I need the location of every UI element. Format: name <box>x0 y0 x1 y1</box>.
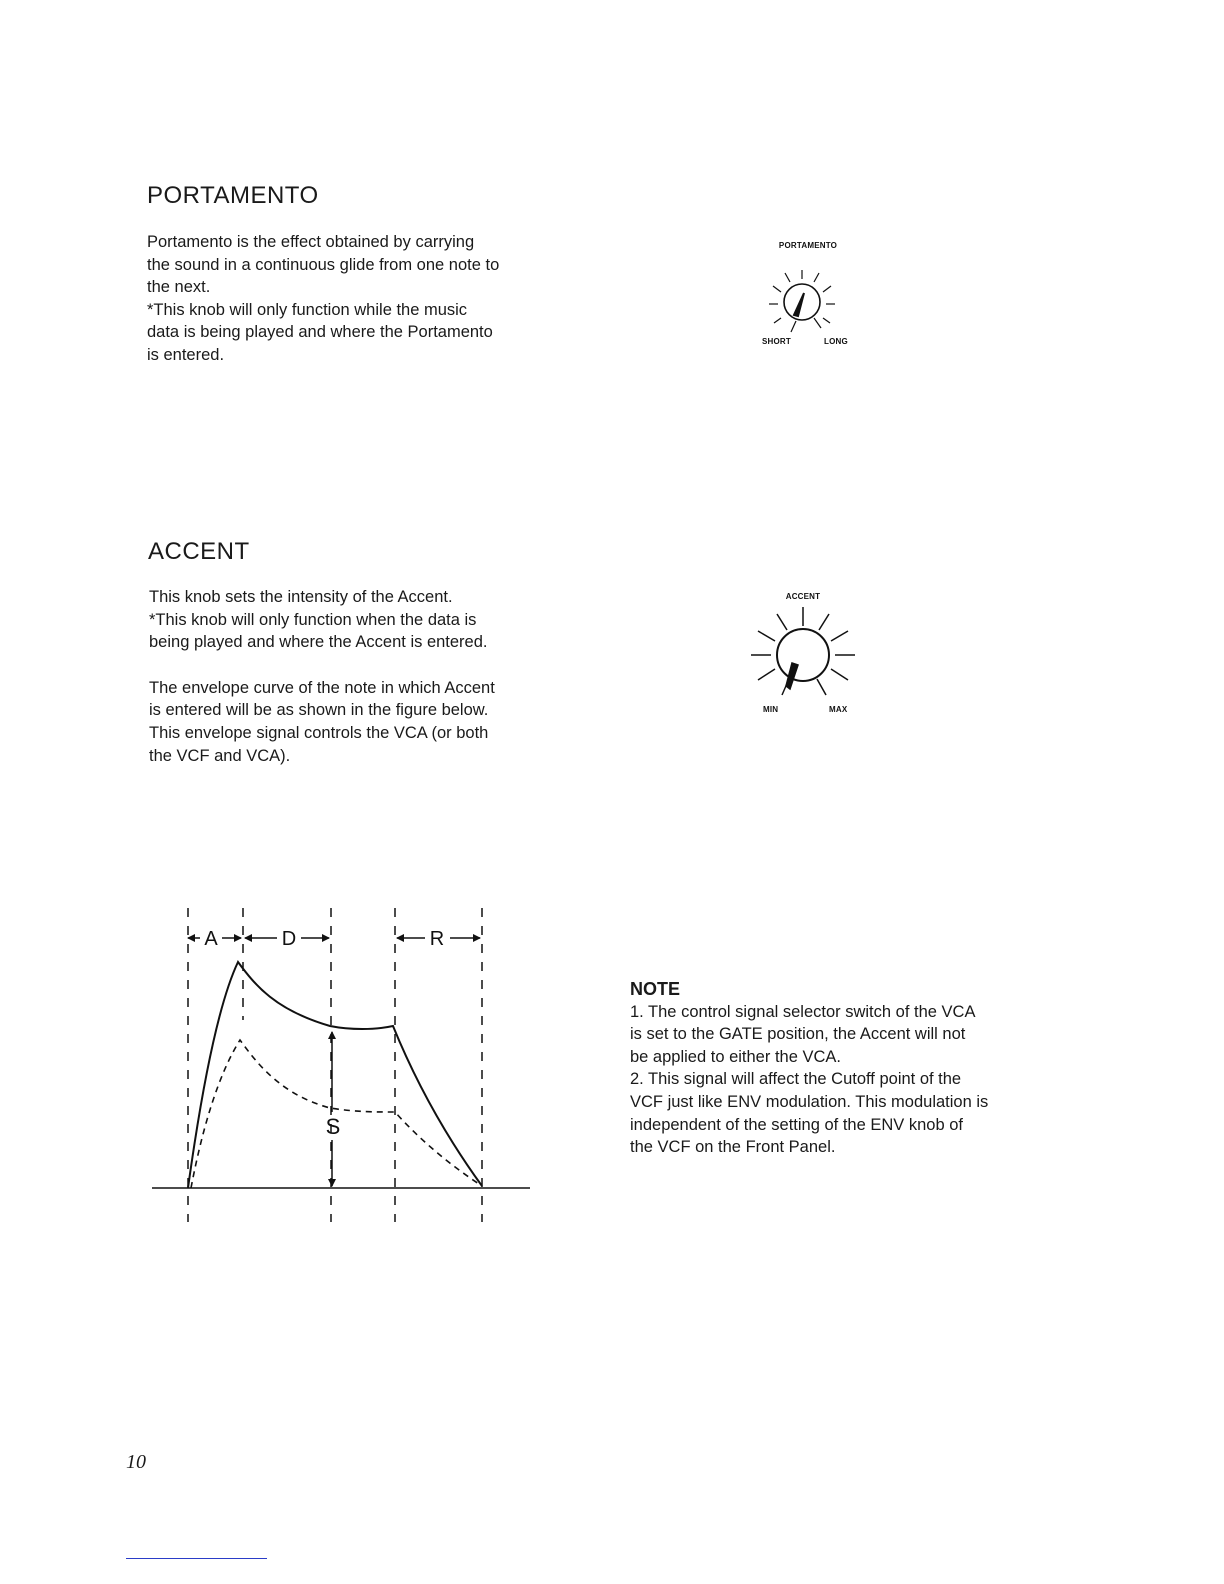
portamento-min-label: SHORT <box>762 337 791 346</box>
text-line: 2. This signal will affect the Cutoff point of the <box>630 1070 962 1089</box>
text-line: is set to the GATE position, the Accent will not <box>630 1025 966 1044</box>
release-label: R <box>429 928 445 950</box>
decay-label: D <box>281 928 297 950</box>
text-line: This envelope signal controls the VCA (or both <box>149 723 489 742</box>
text-line: data is being played and where the Portamento <box>147 323 493 342</box>
page-number: 10 <box>126 1451 146 1473</box>
text-line: the VCF and VCA). <box>149 746 291 765</box>
text-line: VCF just like ENV modulation. This modulation is <box>630 1092 989 1111</box>
text-line: the next. <box>147 278 211 297</box>
portamento-max-label: LONG <box>824 337 848 346</box>
portamento-description <box>147 231 547 367</box>
note-title: NOTE <box>630 979 681 999</box>
knob-body <box>777 629 829 681</box>
text-line: The envelope curve of the note in which Accent <box>149 678 495 697</box>
portamento-knob-label: PORTAMENTO <box>778 241 838 250</box>
accent-heading: ACCENT <box>148 538 250 565</box>
text-line: 1. The control signal selector switch of the VCA <box>630 1002 976 1021</box>
text-line: be applied to either the VCA. <box>630 1047 841 1066</box>
text-line: *This knob will only function when the data is <box>149 610 477 629</box>
accent-max-label: MAX <box>829 705 848 714</box>
accent-knob-label: ACCENT <box>785 592 821 601</box>
portamento-knob[interactable] <box>754 262 854 338</box>
text-line: independent of the setting of the ENV knob of <box>630 1115 963 1134</box>
text-line: This knob sets the intensity of the Accent. <box>149 588 453 606</box>
envelope-guide-lines <box>188 908 482 1222</box>
accent-min-label: MIN <box>763 705 779 714</box>
sustain-label: S <box>325 1114 341 1139</box>
portamento-heading: PORTAMENTO <box>147 182 319 209</box>
attack-label: A <box>204 928 218 950</box>
text-line: is entered. <box>147 345 225 364</box>
text-line: the sound in a continuous glide from one note to <box>147 255 500 274</box>
text-line: being played and where the Accent is entered. <box>149 633 488 652</box>
text-line: is entered will be as shown in the figure below. <box>149 701 489 720</box>
accent-description <box>149 586 549 767</box>
envelope-diagram <box>150 900 535 1230</box>
text-line: Portamento is the effect obtained by carrying <box>147 233 475 251</box>
text-line: the VCF on the Front Panel. <box>630 1138 836 1157</box>
accent-knob[interactable] <box>742 603 862 707</box>
note-block <box>630 978 1020 1159</box>
footer-rule <box>126 1558 267 1559</box>
text-line: *This knob will only function while the music <box>147 300 468 319</box>
